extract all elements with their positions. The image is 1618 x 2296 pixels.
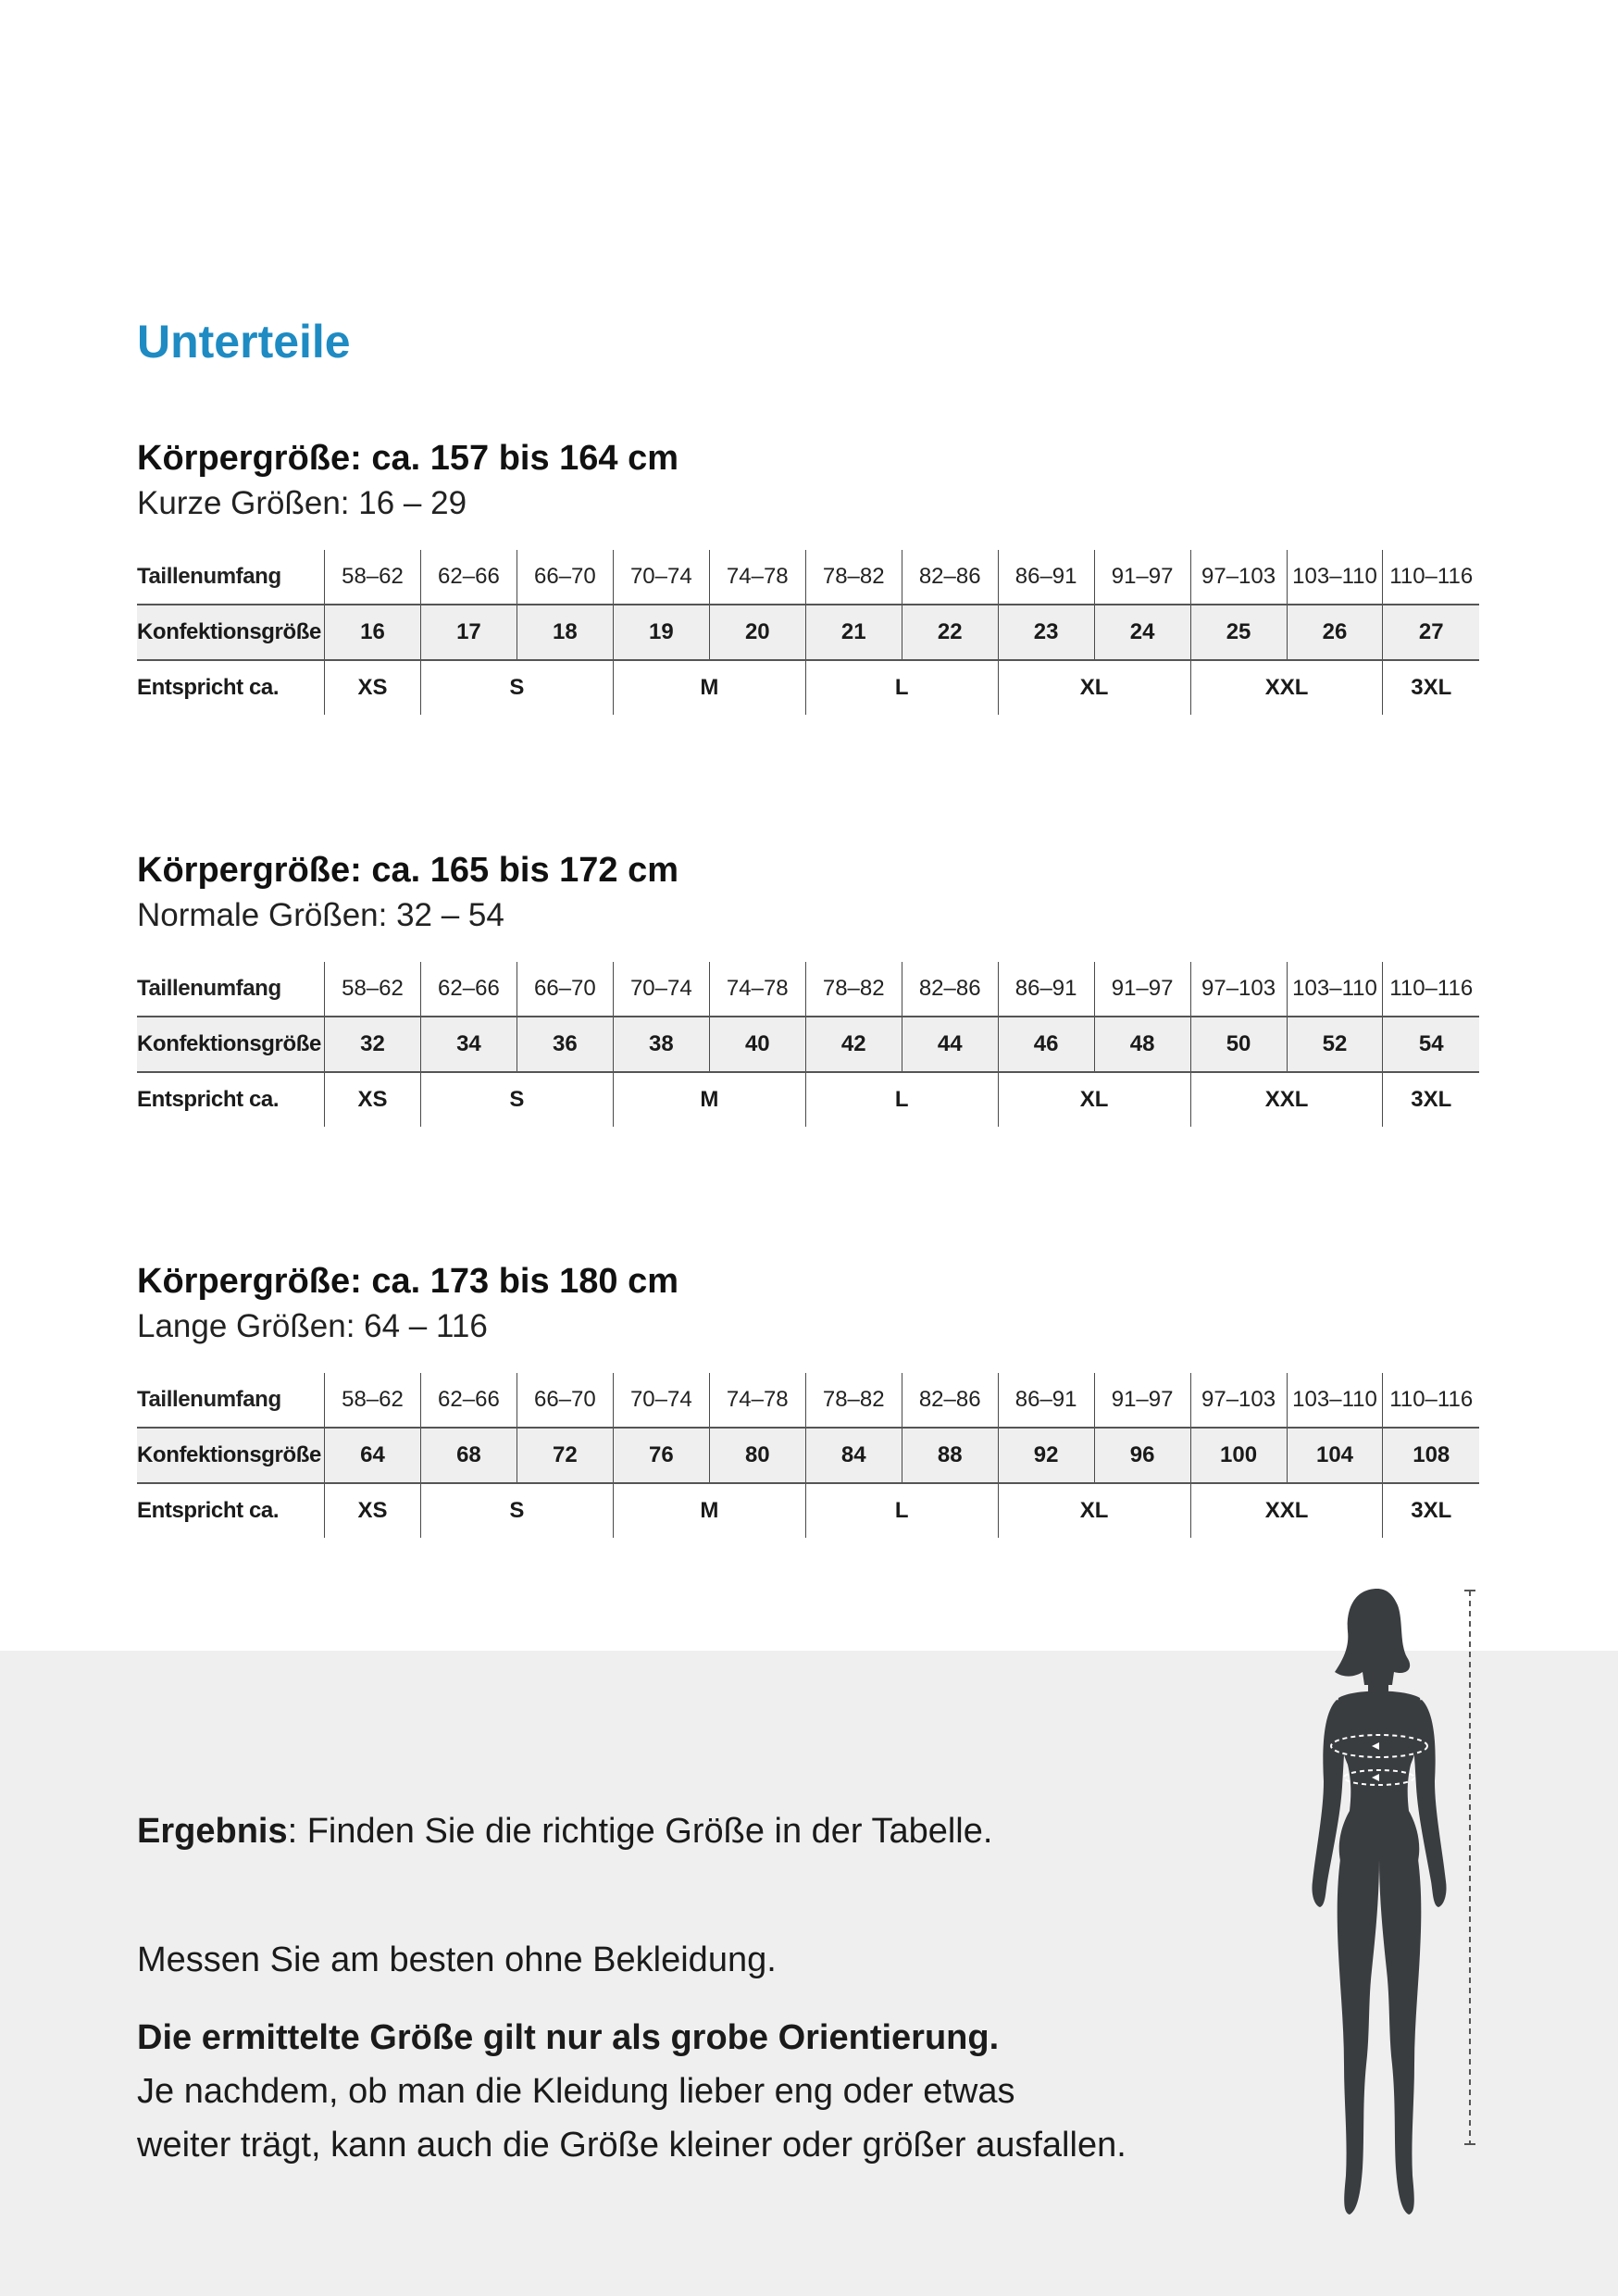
size-cell: 76	[613, 1428, 709, 1483]
size-cell: 92	[998, 1428, 1094, 1483]
letter-size-cell: M	[613, 1483, 805, 1538]
size-cell: 48	[1094, 1017, 1190, 1072]
waist-cell: 70–74	[613, 550, 709, 605]
size-cell: 68	[420, 1428, 517, 1483]
size-cell: 84	[805, 1428, 902, 1483]
waist-cell: 74–78	[709, 1373, 805, 1428]
waist-cell: 58–62	[325, 962, 421, 1017]
waist-cell: 97–103	[1190, 550, 1287, 605]
waist-cell: 86–91	[998, 1373, 1094, 1428]
waist-row	[137, 1373, 1479, 1428]
waist-cell: 66–70	[517, 550, 613, 605]
waist-cell: 62–66	[420, 1373, 517, 1428]
size-cell: 108	[1383, 1428, 1479, 1483]
letter-size-cell: M	[613, 660, 805, 715]
letter-row	[137, 660, 1479, 715]
size-cell: 52	[1287, 1017, 1383, 1072]
size-table	[137, 550, 1479, 715]
size-cell: 34	[420, 1017, 517, 1072]
size-cell: 32	[325, 1017, 421, 1072]
section-heading: Körpergröße: ca. 173 bis 180 cm	[137, 1262, 679, 1301]
size-cell: 16	[325, 605, 421, 660]
size-cell: 18	[517, 605, 613, 660]
size-cell: 88	[902, 1428, 998, 1483]
waist-cell: 103–110	[1287, 550, 1383, 605]
row-label: Entspricht ca.	[137, 675, 280, 700]
letter-size-cell: S	[420, 1072, 613, 1127]
letter-size-cell: XS	[325, 1483, 421, 1538]
result-line	[137, 1812, 992, 1852]
waist-cell: 86–91	[998, 550, 1094, 605]
waist-cell: 97–103	[1190, 962, 1287, 1017]
size-section-long	[137, 1260, 1479, 1538]
size-cell: 100	[1190, 1428, 1287, 1483]
letter-size-cell: L	[805, 1483, 998, 1538]
waist-cell: 62–66	[420, 550, 517, 605]
waist-cell: 110–116	[1383, 962, 1479, 1017]
waist-cell: 103–110	[1287, 1373, 1383, 1428]
size-cell: 80	[709, 1428, 805, 1483]
size-cell: 54	[1383, 1017, 1479, 1072]
orientation-bold: Die ermittelte Größe gilt nur als grobe Orientierung.	[137, 2018, 1000, 2057]
size-section-normal	[137, 849, 1479, 1127]
waist-cell: 70–74	[613, 962, 709, 1017]
section-heading: Körpergröße: ca. 157 bis 164 cm	[137, 439, 679, 478]
orientation-heading	[137, 2018, 999, 2058]
waist-cell: 66–70	[517, 962, 613, 1017]
size-cell: 50	[1190, 1017, 1287, 1072]
letter-size-cell: XL	[998, 660, 1190, 715]
waist-cell: 110–116	[1383, 1373, 1479, 1428]
waist-cell: 66–70	[517, 1373, 613, 1428]
letter-size-cell: M	[613, 1072, 805, 1127]
size-row	[137, 1017, 1479, 1072]
size-cell: 22	[902, 605, 998, 660]
waist-cell: 82–86	[902, 962, 998, 1017]
waist-cell: 70–74	[613, 1373, 709, 1428]
letter-size-cell: XXL	[1190, 1072, 1383, 1127]
letter-size-cell: XXL	[1190, 660, 1383, 715]
waist-cell: 91–97	[1094, 550, 1190, 605]
letter-size-cell: XL	[998, 1072, 1190, 1127]
letter-size-cell: 3XL	[1383, 1072, 1479, 1127]
orientation-line-1: Je nachdem, ob man die Kleidung lieber eng oder etwas	[137, 2072, 1015, 2111]
section-subheading: Kurze Größen: 16 – 29	[137, 485, 467, 521]
row-label: Taillenumfang	[137, 550, 325, 605]
waist-cell: 74–78	[709, 550, 805, 605]
size-row	[137, 1428, 1479, 1483]
row-label: Taillenumfang	[137, 962, 325, 1017]
size-cell: 21	[805, 605, 902, 660]
waist-row	[137, 962, 1479, 1017]
waist-cell: 82–86	[902, 1373, 998, 1428]
size-row	[137, 605, 1479, 660]
size-cell: 96	[1094, 1428, 1190, 1483]
letter-size-cell: XL	[998, 1483, 1190, 1538]
waist-cell: 58–62	[325, 550, 421, 605]
waist-cell: 78–82	[805, 962, 902, 1017]
row-label: Konfektionsgröße	[137, 1428, 325, 1483]
result-label: Ergebnis	[137, 1812, 288, 1851]
letter-size-cell: 3XL	[1383, 660, 1479, 715]
size-cell: 104	[1287, 1428, 1383, 1483]
section-subheading: Lange Größen: 64 – 116	[137, 1308, 488, 1344]
size-cell: 64	[325, 1428, 421, 1483]
letter-row	[137, 1072, 1479, 1127]
letter-size-cell: 3XL	[1383, 1483, 1479, 1538]
letter-size-cell: S	[420, 1483, 613, 1538]
size-table	[137, 962, 1479, 1127]
size-cell: 20	[709, 605, 805, 660]
size-cell: 46	[998, 1017, 1094, 1072]
section-heading: Körpergröße: ca. 165 bis 172 cm	[137, 851, 679, 890]
waist-cell: 86–91	[998, 962, 1094, 1017]
waist-cell: 91–97	[1094, 962, 1190, 1017]
row-label: Konfektionsgröße	[137, 1017, 325, 1072]
waist-cell: 78–82	[805, 1373, 902, 1428]
page-title: Unterteile	[137, 316, 351, 368]
waist-cell: 82–86	[902, 550, 998, 605]
waist-row	[137, 550, 1479, 605]
waist-cell: 103–110	[1287, 962, 1383, 1017]
size-cell: 44	[902, 1017, 998, 1072]
letter-size-cell: L	[805, 1072, 998, 1127]
letter-size-cell: XS	[325, 660, 421, 715]
waist-cell: 62–66	[420, 962, 517, 1017]
waist-cell: 91–97	[1094, 1373, 1190, 1428]
row-label: Konfektionsgröße	[137, 605, 325, 660]
size-section-short	[137, 437, 1479, 715]
waist-cell: 110–116	[1383, 550, 1479, 605]
size-cell: 25	[1190, 605, 1287, 660]
orientation-line-2: weiter trägt, kann auch die Größe kleiner oder größer ausfallen.	[137, 2126, 1126, 2165]
row-label: Entspricht ca.	[137, 1498, 280, 1523]
section-subheading: Normale Größen: 32 – 54	[137, 897, 504, 933]
waist-cell: 78–82	[805, 550, 902, 605]
size-cell: 38	[613, 1017, 709, 1072]
row-label: Taillenumfang	[137, 1373, 325, 1428]
size-cell: 23	[998, 605, 1094, 660]
measure-hint: Messen Sie am besten ohne Bekleidung.	[137, 1940, 777, 1979]
woman-silhouette-measurement-icon	[1268, 1583, 1490, 2222]
size-cell: 40	[709, 1017, 805, 1072]
size-cell: 24	[1094, 605, 1190, 660]
size-cell: 42	[805, 1017, 902, 1072]
waist-cell: 74–78	[709, 962, 805, 1017]
waist-cell: 58–62	[325, 1373, 421, 1428]
size-table	[137, 1373, 1479, 1538]
row-label: Entspricht ca.	[137, 1087, 280, 1112]
size-cell: 27	[1383, 605, 1479, 660]
size-cell: 26	[1287, 605, 1383, 660]
result-text: : Finden Sie die richtige Größe in der Tabelle.	[287, 1812, 993, 1851]
letter-size-cell: XS	[325, 1072, 421, 1127]
letter-size-cell: S	[420, 660, 613, 715]
size-cell: 72	[517, 1428, 613, 1483]
size-cell: 19	[613, 605, 709, 660]
letter-size-cell: L	[805, 660, 998, 715]
letter-size-cell: XXL	[1190, 1483, 1383, 1538]
size-cell: 17	[420, 605, 517, 660]
waist-cell: 97–103	[1190, 1373, 1287, 1428]
letter-row	[137, 1483, 1479, 1538]
size-cell: 36	[517, 1017, 613, 1072]
